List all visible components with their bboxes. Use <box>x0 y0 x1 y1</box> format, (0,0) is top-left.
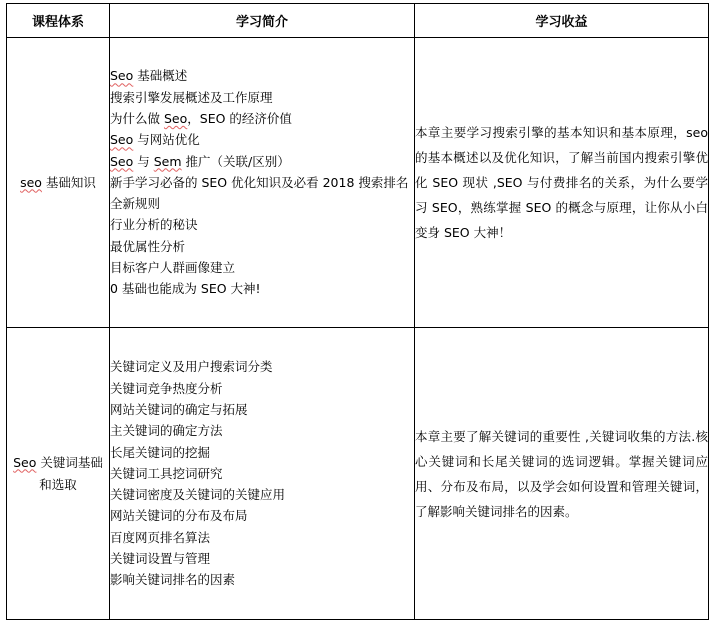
list-item: 为什么做 Seo，SEO 的经济价值 <box>110 110 292 126</box>
spell-marked-word: seo <box>20 174 42 190</box>
list-item: 关键词工具挖词研究 <box>110 465 223 481</box>
list-item: 网站关键词的分布及布局 <box>110 508 248 524</box>
course-system-cell <box>7 328 110 620</box>
intro-list <box>110 65 414 299</box>
list-item: 搜索引擎发展概述及工作原理 <box>110 89 273 105</box>
list-item: 网站关键词的确定与拓展 <box>110 401 248 417</box>
spell-marked-word: Seo <box>13 454 37 470</box>
table-row-seo-basics <box>7 38 709 328</box>
list-item: 影响关键词排名的因素 <box>110 572 236 588</box>
header-learning-benefit: 学习收益 <box>415 4 709 38</box>
header-course-system: 课程体系 <box>7 4 110 38</box>
list-item: 百度网页排名算法 <box>110 529 211 545</box>
list-item: 关键词密度及关键词的关键应用 <box>110 487 286 503</box>
intro-list <box>110 356 414 590</box>
learning-intro-cell <box>110 38 415 328</box>
list-item: 主关键词的确定方法 <box>110 423 223 439</box>
learning-intro-cell <box>110 328 415 620</box>
list-item: 0 基础也能成为 SEO 大神! <box>110 281 261 297</box>
table-row-keyword-basics <box>7 328 709 620</box>
course-system-label: 基础知识 <box>41 174 96 190</box>
list-item: Seo 基础概述 <box>110 68 188 84</box>
list-item: 关键词定义及用户搜索词分类 <box>110 359 273 375</box>
list-item: 关键词竞争热度分析 <box>110 380 223 396</box>
learning-benefit-cell: 本章主要了解关键词的重要性 ,关键词收集的方法.核心关键词和长尾关键词的选词逻辑。掌握关键词应用、分布及布局，以及学会如何设置和管理关键词，了解影响关键词排名的因素。 <box>415 328 709 620</box>
list-item: 新手学习必备的 SEO 优化知识及必看 2018 搜索排名全新规则 <box>110 174 409 212</box>
list-item: Seo 与 Sem 推广（关联/区别） <box>110 153 290 169</box>
course-system-label: 关键词基础和选取 <box>36 454 103 492</box>
list-item: 关键词设置与管理 <box>110 551 211 567</box>
course-system-cell <box>7 38 110 328</box>
list-item: 最优属性分析 <box>110 238 186 254</box>
list-item: 长尾关键词的挖掘 <box>110 444 211 460</box>
list-item: Seo 与网站优化 <box>110 132 200 148</box>
course-table <box>6 3 709 620</box>
list-item: 目标客户人群画像建立 <box>110 260 236 276</box>
list-item: 行业分析的秘诀 <box>110 217 198 233</box>
learning-benefit-cell: 本章主要学习搜索引擎的基本知识和基本原理，seo 的基本概述以及优化知识，了解当前国内搜索引擎优化 SEO 现状 ,SEO 与付费排名的关系，为什么要学习 SEO，熟练掌握 SEO 的概念与原理，让你从小白变身 SEO 大神！ <box>415 38 709 328</box>
header-row <box>7 4 709 38</box>
header-learning-intro: 学习简介 <box>110 4 415 38</box>
